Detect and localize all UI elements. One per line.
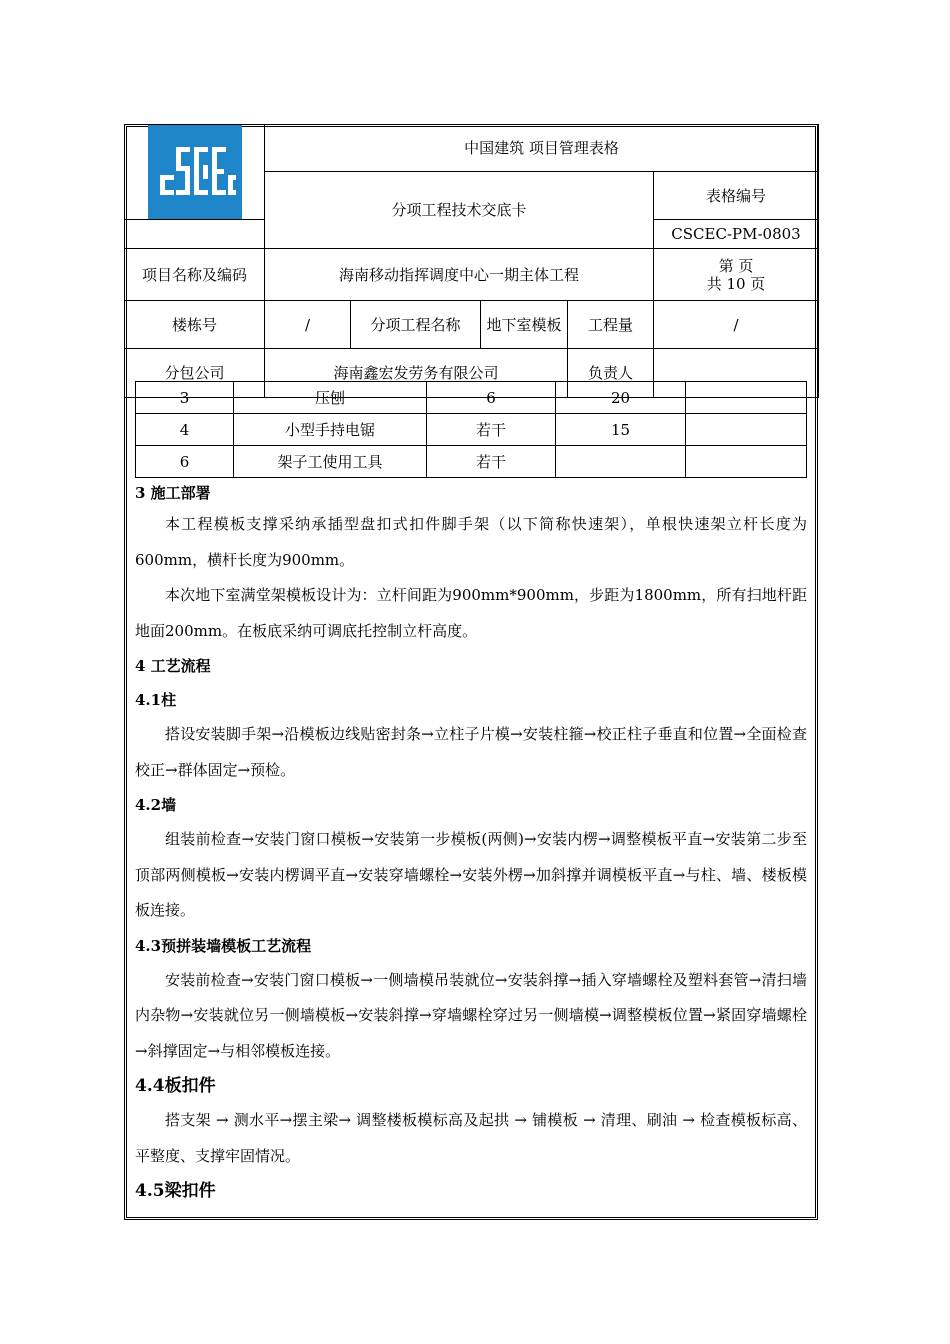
equipment-qty: 6 — [427, 382, 556, 414]
card-title: 分项工程技术交底卡 — [265, 172, 654, 249]
subcontractor-value: 海南鑫宏发劳务有限公司 — [265, 349, 568, 398]
equipment-no: 6 — [136, 446, 234, 478]
equipment-qty: 若干 — [427, 414, 556, 446]
page-total: 共 10 页 — [706, 274, 766, 293]
table-row — [136, 414, 807, 446]
quantity-value: / — [654, 301, 819, 349]
table-row — [136, 446, 807, 478]
cscec-logo-icon — [148, 125, 242, 219]
equipment-power — [556, 446, 686, 478]
equipment-power: 15 — [556, 414, 686, 446]
subcontractor-label: 分包公司 — [125, 349, 265, 398]
equipment-no: 4 — [136, 414, 234, 446]
section-4-1-paragraph: 搭设安装脚手架→沿模板边线贴密封条→立柱子片模→安装柱箍→校正柱子垂直和位置→全面检查校正→群体固定→预检。 — [135, 725, 807, 779]
equipment-name: 压刨 — [234, 382, 427, 414]
section-3-paragraph-2: 本次地下室满堂架模板设计为：立杆间距为900mm*900mm，步距为1800mm，所有扫地杆距地面200mm。在板底采纳可调底托控制立杆高度。 — [135, 586, 807, 640]
section-4-2-paragraph: 组装前检查→安装门窗口模板→安装第一步模板(两侧)→安装内楞→调整模板平直→安装第二步至顶部两侧模板→安装内楞调平直→安装穿墙螺栓→安装外楞→加斜撑并调模板平直→与柱、墙、楼板模板连接。 — [135, 830, 807, 919]
project-label: 项目名称及编码 — [125, 249, 265, 301]
form-header-table — [124, 124, 819, 398]
equipment-name: 架子工使用工具 — [234, 446, 427, 478]
section-4-3-title: 4.3预拼装墙模板工艺流程 — [135, 936, 312, 955]
building-value: / — [265, 301, 351, 349]
page-number: 第 页 — [718, 256, 754, 275]
equipment-note — [686, 446, 807, 478]
cscec-logo — [148, 125, 242, 219]
equipment-table — [135, 381, 807, 478]
section-4-4-title: 4.4板扣件 — [135, 1076, 216, 1096]
equipment-qty: 若干 — [427, 446, 556, 478]
quantity-label: 工程量 — [568, 301, 654, 349]
org-title: 中国建筑 项目管理表格 — [265, 125, 819, 172]
subitem-value: 地下室模板 — [481, 301, 568, 349]
equipment-power: 20 — [556, 382, 686, 414]
document-body — [135, 480, 807, 1208]
form-no-label: 表格编号 — [654, 172, 819, 220]
logo-cell — [125, 125, 265, 220]
section-3-title: 3 施工部署 — [135, 484, 211, 502]
section-4-3-paragraph: 安装前检查→安装门窗口模板→一侧墙模吊装就位→安装斜撑→插入穿墙螺栓及塑料套管→清扫墙内杂物→安装就位另一侧墙模板→安装斜撑→穿墙螺栓穿过另一侧墙模→调整模板位置→紧固穿墙螺栓→斜撑固定→与相邻模板连接。 — [135, 970, 807, 1060]
project-value: 海南移动指挥调度中心一期主体工程 — [265, 249, 654, 301]
section-4-1-title: 4.1柱 — [135, 691, 177, 709]
form-no-value: CSCEC-PM-0803 — [654, 220, 819, 249]
table-row — [136, 382, 807, 414]
equipment-no: 3 — [136, 382, 234, 414]
section-4-5-title: 4.5梁扣件 — [135, 1181, 216, 1201]
responsible-label: 负责人 — [568, 349, 654, 398]
equipment-name: 小型手持电锯 — [234, 414, 427, 446]
equipment-note — [686, 414, 807, 446]
section-3-paragraph-1: 本工程模板支撑采纳承插型盘扣式扣件脚手架（以下简称快速架），单根快速架立杆长度为600mm，横杆长度为900mm。 — [135, 515, 807, 569]
section-4-title: 4 工艺流程 — [135, 657, 211, 675]
building-label: 楼栋号 — [125, 301, 265, 349]
subitem-label: 分项工程名称 — [351, 301, 481, 349]
section-4-4-paragraph: 搭支架 → 测水平→摆主梁→ 调整楼板模标高及起拱 → 铺模板 → 清理、刷油 → 检查模板标高、平整度、支撑牢固情况。 — [135, 1111, 807, 1165]
section-4-2-title: 4.2墙 — [135, 796, 177, 814]
equipment-note — [686, 382, 807, 414]
page-info — [654, 249, 819, 301]
logo-spacer — [125, 220, 265, 249]
